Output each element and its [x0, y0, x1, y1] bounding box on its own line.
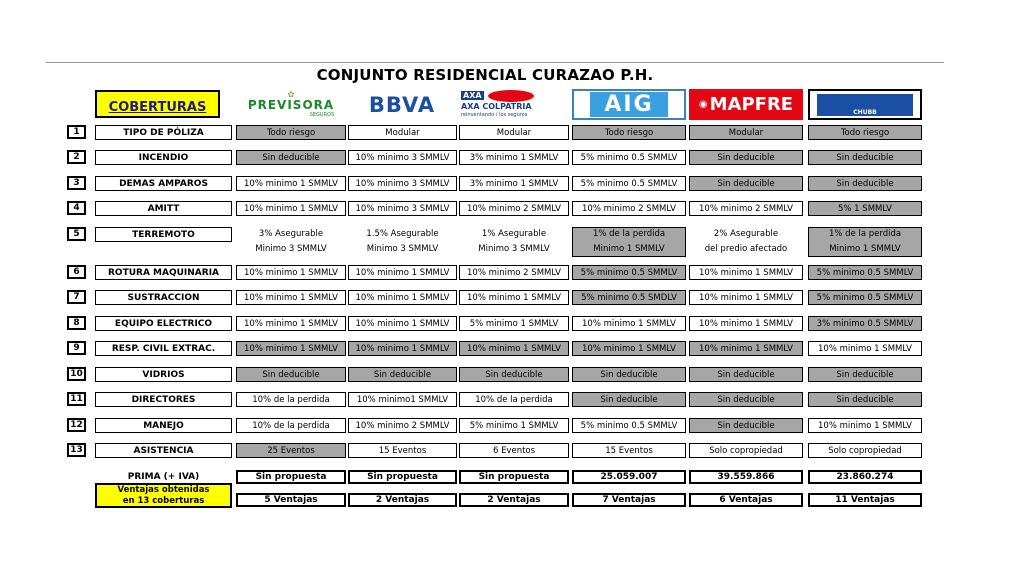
coverage-label: TERREMOTO	[95, 227, 232, 242]
ventajas-cell: 2 Ventajas	[348, 493, 457, 507]
ventajas-cell: 11 Ventajas	[808, 493, 922, 507]
cell-line: 2% Asegurable	[713, 229, 779, 239]
ventajas-label: Ventajas obtenidas en 13 coberturas	[95, 483, 232, 508]
coverage-cell: 10% minimo 3 SMMLV	[348, 176, 457, 191]
cell-line: 1% Asegurable	[481, 229, 547, 239]
coverage-cell: 10% minimo 1 SMMLV	[459, 341, 569, 356]
coverage-cell: Sin deducible	[236, 367, 346, 382]
coverage-cell	[689, 227, 803, 257]
coverage-cell: Sin deducible	[572, 367, 686, 382]
row-number: 6	[67, 265, 86, 279]
coberturas-header: COBERTURAS	[95, 90, 220, 118]
coverage-cell: 10% minimo 1 SMMLV	[808, 418, 922, 433]
coverage-cell: Modular	[459, 125, 569, 140]
coverage-cell: Sin deducible	[689, 150, 803, 165]
coverage-label: ASISTENCIA	[95, 443, 232, 458]
coverage-cell: 10% minimo 1 SMMLV	[689, 265, 803, 280]
row-number: 10	[67, 367, 86, 381]
colpatria-swirl-icon	[488, 90, 534, 102]
chubb-logo: CHUBB	[808, 89, 922, 120]
coverage-cell: 10% de la perdida	[459, 392, 569, 407]
row-number: 2	[67, 150, 86, 164]
coverage-cell: 10% minimo1 SMMLV	[348, 392, 457, 407]
row-number: 1	[67, 125, 86, 139]
coverage-label: DIRECTORES	[95, 392, 232, 407]
coverage-cell: Sin deducible	[808, 392, 922, 407]
row-number: 11	[67, 392, 86, 406]
coverage-cell: Todo riesgo	[808, 125, 922, 140]
row-number: 3	[67, 176, 86, 190]
coverage-cell: 5% minimo 0.5 SMMLV	[572, 418, 686, 433]
prima-cell: 25.059.007	[572, 470, 686, 484]
prima-cell: Sin propuesta	[236, 470, 346, 484]
coverage-cell: 5% minimo 1 SMMLV	[459, 418, 569, 433]
prima-label: PRIMA (+ IVA)	[127, 472, 200, 482]
bbva-logo: BBVA	[348, 89, 456, 120]
coverage-cell: 15 Eventos	[572, 443, 686, 458]
coverage-cell: Sin deducible	[808, 367, 922, 382]
coverage-label: RESP. CIVIL EXTRAC.	[95, 341, 232, 356]
coverage-cell: 3% minimo 1 SMMLV	[459, 176, 569, 191]
coverage-cell: 5% 1 SMMLV	[808, 201, 922, 216]
coverage-cell	[572, 227, 686, 257]
coverage-cell: Solo copropiedad	[808, 443, 922, 458]
mapfre-logo: ◉ MAPFRE	[689, 89, 803, 120]
coverage-label: VIDRIOS	[95, 367, 232, 382]
coverage-cell: 5% minimo 0.5 SMMLV	[572, 265, 686, 280]
row-number: 13	[67, 443, 86, 457]
coverage-cell: 5% minimo 0.5 SMMLV	[572, 176, 686, 191]
coverage-cell	[459, 227, 569, 257]
ventajas-cell: 6 Ventajas	[689, 493, 803, 507]
prima-cell: Sin propuesta	[459, 470, 569, 484]
coverage-cell: 10% minimo 1 SMMLV	[689, 316, 803, 331]
coverage-cell: 10% minimo 1 SMMLV	[348, 341, 457, 356]
coverage-cell: Sin deducible	[689, 367, 803, 382]
aig-logo: AIG	[572, 89, 686, 120]
coverage-cell: Modular	[348, 125, 457, 140]
cell-line: 1% de la perdida	[828, 229, 902, 239]
coverage-cell: 10% minimo 1 SMMLV	[348, 316, 457, 331]
coverage-cell: Sin deducible	[689, 392, 803, 407]
coverage-label: ROTURA MAQUINARIA	[95, 265, 232, 280]
row-number: 12	[67, 418, 86, 432]
coverage-cell: 10% minimo 1 SMMLV	[348, 290, 457, 305]
cell-line: del predio afectado	[704, 244, 788, 254]
row-number: 4	[67, 201, 86, 215]
coverage-cell: 5% minimo 0.5 SMDLV	[572, 290, 686, 305]
coverage-cell: Todo riesgo	[572, 125, 686, 140]
coverage-cell: 5% minimo 0.5 SMMLV	[808, 265, 922, 280]
coverage-label: MANEJO	[95, 418, 232, 433]
top-divider	[46, 62, 944, 63]
coverage-cell: 10% minimo 2 SMMLV	[689, 201, 803, 216]
coverage-cell: Solo copropiedad	[689, 443, 803, 458]
coverage-cell: 10% minimo 1 SMMLV	[689, 341, 803, 356]
coverage-cell: Sin deducible	[808, 176, 922, 191]
coverage-cell: 25 Eventos	[236, 443, 346, 458]
ventajas-cell: 5 Ventajas	[236, 493, 346, 507]
cell-line: Minimo 1 SMMLV	[829, 244, 901, 254]
coverage-cell: Modular	[689, 125, 803, 140]
coverage-cell: 10% minimo 2 SMMLV	[348, 418, 457, 433]
coverage-cell: 15 Eventos	[348, 443, 457, 458]
coverage-cell	[808, 227, 922, 257]
coverage-label: TIPO DE PÓLIZA	[95, 125, 232, 140]
coverage-label: EQUIPO ELECTRICO	[95, 316, 232, 331]
cell-line: Minimo 3 SMMLV	[255, 244, 327, 254]
coverage-cell: 10% minimo 3 SMMLV	[348, 150, 457, 165]
leaf-icon: ✿	[287, 89, 295, 99]
coverage-cell	[348, 227, 457, 257]
coverage-label: DEMAS AMPAROS	[95, 176, 232, 191]
coverage-cell: 10% minimo 1 SMMLV	[236, 201, 346, 216]
row-number: 5	[67, 227, 86, 241]
prima-cell: 39.559.866	[689, 470, 803, 484]
coverage-cell	[236, 227, 346, 257]
coverage-cell: 10% minimo 1 SMMLV	[689, 290, 803, 305]
page-title: CONJUNTO RESIDENCIAL CURAZAO P.H.	[316, 66, 654, 84]
coverage-cell: 6 Eventos	[459, 443, 569, 458]
row-number: 7	[67, 290, 86, 304]
coverage-cell: 10% minimo 1 SMMLV	[808, 341, 922, 356]
coverage-cell: 10% minimo 1 SMMLV	[236, 341, 346, 356]
mapfre-emblem-icon: ◉	[698, 99, 708, 110]
ventajas-cell: 2 Ventajas	[459, 493, 569, 507]
cell-line: 1% de la perdida	[592, 229, 666, 239]
row-number: 9	[67, 341, 86, 355]
coverage-cell: 10% minimo 1 SMMLV	[236, 265, 346, 280]
coverage-cell: Sin deducible	[808, 150, 922, 165]
coverage-cell: Sin deducible	[572, 392, 686, 407]
cell-line: 1.5% Asegurable	[366, 229, 439, 239]
prima-cell: 23.860.274	[808, 470, 922, 484]
cell-line: Minimo 1 SMMLV	[593, 244, 665, 254]
coverage-cell: 5% minimo 0.5 SMMLV	[572, 150, 686, 165]
coverage-cell: 10% minimo 3 SMMLV	[348, 201, 457, 216]
coverage-cell: 10% minimo 2 SMMLV	[459, 265, 569, 280]
coverage-cell: 10% de la perdida	[236, 418, 346, 433]
coverage-cell: 5% minimo 1 SMMLV	[459, 316, 569, 331]
coverage-cell: Sin deducible	[689, 418, 803, 433]
coverage-cell: 10% minimo 1 SMMLV	[236, 176, 346, 191]
prima-cell: Sin propuesta	[348, 470, 457, 484]
coverage-cell: 10% de la perdida	[236, 392, 346, 407]
coverage-cell: 5% minimo 0.5 SMMLV	[808, 290, 922, 305]
ventajas-cell: 7 Ventajas	[572, 493, 686, 507]
coverage-cell: 3% minimo 0.5 SMMLV	[808, 316, 922, 331]
cell-line: Minimo 3 SMMLV	[478, 244, 550, 254]
axa-colpatria-logo: AXA AXA COLPATRIA reinventando / los seguros	[459, 89, 569, 120]
coverage-cell: 10% minimo 1 SMMLV	[572, 341, 686, 356]
coverage-label: AMITT	[95, 201, 232, 216]
coverage-cell: 10% minimo 1 SMMLV	[236, 316, 346, 331]
cell-line: Minimo 3 SMMLV	[366, 244, 439, 254]
coverage-label: SUSTRACCION	[95, 290, 232, 305]
coverage-cell: Sin deducible	[348, 367, 457, 382]
cell-line: 3% Asegurable	[258, 229, 324, 239]
coverage-cell: 10% minimo 2 SMMLV	[459, 201, 569, 216]
coverage-cell: Sin deducible	[689, 176, 803, 191]
coverage-cell: 10% minimo 1 SMMLV	[459, 290, 569, 305]
previsora-logo: ✿ PREVISORA SEGUROS	[236, 89, 346, 120]
row-number: 8	[67, 316, 86, 330]
coverage-cell: 3% minimo 1 SMMLV	[459, 150, 569, 165]
coverage-cell: 10% minimo 1 SMMLV	[236, 290, 346, 305]
coverage-cell: Todo riesgo	[236, 125, 346, 140]
axa-icon: AXA	[463, 91, 482, 100]
coverage-cell: Sin deducible	[236, 150, 346, 165]
coverage-cell: Sin deducible	[459, 367, 569, 382]
coverage-cell: 10% minimo 1 SMMLV	[572, 316, 686, 331]
coverage-cell: 10% minimo 1 SMMLV	[348, 265, 457, 280]
coverage-cell: 10% minimo 2 SMMLV	[572, 201, 686, 216]
coverage-label: INCENDIO	[95, 150, 232, 165]
